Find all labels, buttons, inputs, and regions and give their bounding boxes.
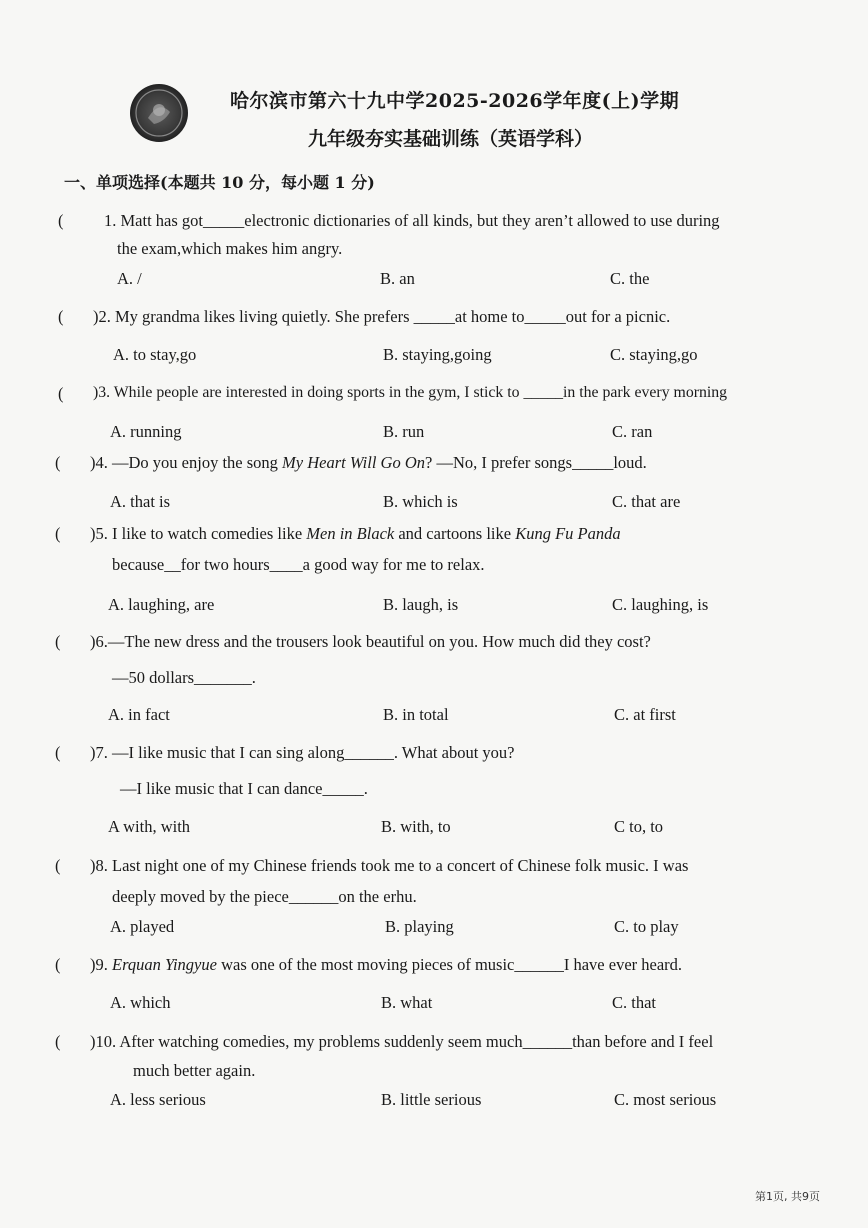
answer-paren: ( [55, 632, 61, 651]
answer-paren: ( [55, 743, 61, 762]
question-stem-cont: —50 dollars_______. [112, 668, 256, 687]
option-a: A. running [110, 422, 182, 441]
option-a: A. / [117, 269, 142, 288]
option-c: C. to play [614, 917, 679, 936]
answer-paren: ( [55, 955, 61, 974]
question-stem: )8. Last night one of my Chinese friends took me to a concert of Chinese folk music. I was [90, 856, 689, 875]
question-stem-cont: because__for two hours____a good way for me to relax. [112, 555, 485, 574]
option-b: B. in total [383, 705, 449, 724]
question-stem: )3. While people are interested in doing sports in the gym, I stick to _____in the park every morning [93, 384, 728, 401]
option-a: A with, with [108, 817, 191, 836]
exam-title: 哈尔滨市第六十九中学2025-2026学年度(上)学期 [230, 90, 680, 112]
option-b: B. little serious [381, 1090, 482, 1109]
option-b: B. run [383, 422, 425, 441]
option-b: B. what [381, 993, 433, 1012]
option-b: B. playing [385, 917, 454, 936]
question-stem: )4. —Do you enjoy the song My Heart Will Go On? —No, I prefer songs_____loud. [90, 453, 647, 472]
school-logo-icon [128, 82, 190, 144]
question-stem-cont: the exam,which makes him angry. [117, 239, 343, 258]
option-c: C. ran [612, 422, 653, 441]
option-a: A. which [110, 993, 171, 1012]
answer-paren: ( [55, 524, 61, 543]
answer-paren: ( [58, 307, 64, 326]
option-c: C. the [610, 269, 650, 288]
option-c: C. laughing, is [612, 595, 709, 614]
option-c: C. staying,go [610, 345, 698, 364]
answer-paren: ( [58, 384, 64, 403]
option-a: A. laughing, are [108, 595, 215, 614]
option-b: B. with, to [381, 817, 451, 836]
question-stem: )7. —I like music that I can sing along______. What about you? [90, 743, 515, 762]
option-b: B. which is [383, 492, 458, 511]
answer-paren: ( [55, 856, 61, 875]
question-stem-cont: deeply moved by the piece______on the erhu. [112, 887, 417, 906]
question-stem: 1. Matt has got_____electronic dictionaries of all kinds, but they aren’t allowed to use during [104, 211, 720, 230]
question-stem: )6.—The new dress and the trousers look beautiful on you. How much did they cost? [90, 632, 651, 651]
page-number: 第1页, 共9页 [755, 1190, 820, 1203]
question-stem: )9. Erquan Yingyue was one of the most moving pieces of music______I have ever heard. [90, 955, 683, 974]
question-stem-cont: —I like music that I can dance_____. [120, 779, 368, 798]
answer-paren: ( [55, 453, 61, 472]
question-stem: )10. After watching comedies, my problems suddenly seem much______than before and I feel [90, 1032, 714, 1051]
option-c: C to, to [614, 817, 664, 836]
exam-subtitle: 九年级夯实基础训练（英语学科） [308, 128, 594, 150]
option-a: A. that is [110, 492, 171, 511]
option-c: C. most serious [614, 1090, 717, 1109]
answer-paren: ( [55, 1032, 61, 1051]
question-stem: )5. I like to watch comedies like Men in Black and cartoons like Kung Fu Panda [90, 524, 621, 543]
option-c: C. that are [612, 492, 681, 511]
question-stem: )2. My grandma likes living quietly. She prefers _____at home to_____out for a picnic. [93, 307, 671, 326]
option-a: A. played [110, 917, 175, 936]
option-a: A. less serious [110, 1090, 206, 1109]
option-c: C. that [612, 993, 656, 1012]
option-a: A. to stay,go [113, 345, 197, 364]
section-title: 一、单项选择(本题共 10 分，每小题 1 分) [64, 173, 375, 192]
option-b: B. laugh, is [383, 595, 459, 614]
option-c: C. at first [614, 705, 676, 724]
option-b: B. staying,going [383, 345, 492, 364]
option-a: A. in fact [108, 705, 170, 724]
answer-paren: ( [58, 211, 64, 230]
question-stem-cont: much better again. [133, 1061, 256, 1080]
option-b: B. an [380, 269, 415, 288]
